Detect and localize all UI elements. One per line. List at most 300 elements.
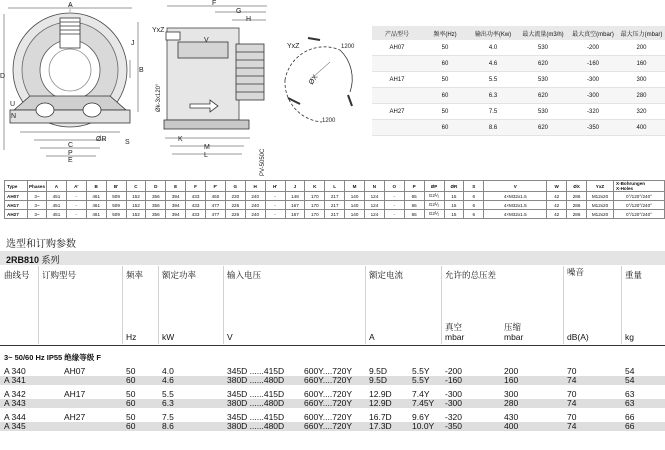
sel-cell-pres: 280 [504, 398, 519, 408]
column-divider [621, 266, 622, 344]
perf-flow: 530 [518, 72, 568, 88]
performance-table [372, 26, 665, 136]
table-row [372, 104, 665, 120]
label-r: ØR [96, 136, 107, 143]
side-view-drawing [164, 6, 267, 154]
label-n: N [11, 113, 17, 120]
dims-cell: M12x20 [587, 210, 614, 219]
header-freq: 频率 [126, 270, 144, 280]
dims-cell: 0°/120°/240° [614, 192, 665, 201]
sel-cell-noise: 74 [567, 421, 577, 431]
unit-vac: mbar [445, 332, 465, 342]
dims-cell: 15 [444, 210, 464, 219]
label-g: G [236, 8, 242, 15]
table-row [372, 88, 665, 104]
dims-cell: 356 [146, 210, 166, 219]
column-divider [38, 266, 39, 344]
perf-vacuum: -160 [568, 56, 618, 72]
dims-cell: 509 [106, 210, 126, 219]
sel-cell-freq: 60 [126, 421, 136, 431]
sel-cell-a1: 12.9D [369, 398, 392, 408]
dims-cell: 152 [126, 192, 146, 201]
dims-cell: - [265, 210, 285, 219]
perf-header-model: 产品型号 [372, 26, 422, 40]
dims-cell: 42 [547, 210, 567, 219]
label-b: B [139, 67, 144, 74]
dims-cell: 152 [126, 210, 146, 219]
sel-cell-weight: 66 [625, 421, 635, 431]
perf-header-pressure: 最大压力(mbar) [618, 26, 665, 40]
sel-cell-v2: 600Y....720Y [304, 366, 353, 376]
label-flange-yxz: YxZ [287, 43, 300, 50]
dims-cell: AH07 [5, 192, 28, 201]
perf-vacuum: -350 [568, 120, 618, 136]
dims-cell: 217 [325, 192, 345, 201]
perf-pressure: 320 [618, 104, 665, 120]
dims-header-cell: A [47, 181, 67, 192]
sel-cell-weight: 66 [625, 412, 635, 422]
sel-cell-curve: A 343 [4, 398, 26, 408]
label-v: V [204, 37, 209, 44]
sel-cell-v1: 345D ......415D [227, 389, 285, 399]
table-row [0, 376, 665, 385]
perf-vacuum: -200 [568, 40, 618, 56]
dims-cell: 433 [186, 210, 206, 219]
sel-cell-a2: 5.5Y [412, 366, 430, 376]
unit-current: A [369, 332, 375, 342]
dims-cell: AH17 [5, 201, 28, 210]
unit-noise: dB(A) [567, 332, 589, 342]
dimensions-table [4, 180, 665, 219]
series-suffix: 系列 [39, 255, 60, 265]
dims-cell: 167 [285, 201, 305, 210]
dims-cell: 6 [464, 201, 484, 210]
perf-freq: 50 [422, 72, 468, 88]
label-l: L [204, 152, 208, 159]
dims-cell: 240 [245, 201, 265, 210]
dims-cell: 148 [285, 192, 305, 201]
perf-header-vacuum: 最大真空(mbar) [568, 26, 618, 40]
perf-flow: 620 [518, 88, 568, 104]
dims-cell: 461 [86, 192, 106, 201]
sel-cell-a2: 7.4Y [412, 389, 430, 399]
label-f: F [212, 0, 217, 7]
perf-pressure: 160 [618, 56, 665, 72]
sel-cell-pres: 430 [504, 412, 519, 422]
dims-cell: 509 [106, 192, 126, 201]
dims-cell: 3~ [28, 210, 47, 219]
dims-header-cell: O [384, 181, 404, 192]
dims-cell: 6 [464, 210, 484, 219]
dims-cell: G2⅟₂ [424, 201, 444, 210]
sel-cell-curve: A 344 [4, 412, 26, 422]
sel-cell-vac: -320 [445, 412, 463, 422]
table-row [372, 120, 665, 136]
front-view-drawing [4, 4, 138, 156]
label-p: P [68, 150, 73, 157]
dims-cell: 170 [305, 210, 325, 219]
header-voltage: 输入电压 [227, 270, 262, 280]
dims-cell: 167 [285, 210, 305, 219]
dims-cell: 4×M32x1.5 [484, 201, 547, 210]
dims-cell: M12x20 [587, 201, 614, 210]
perf-model [372, 120, 422, 136]
unit-weight: kg [625, 332, 634, 342]
sel-cell-weight: 54 [625, 366, 635, 376]
dims-header-cell: S [464, 181, 484, 192]
header-power: 额定功率 [162, 270, 197, 280]
sel-cell-power: 4.0 [162, 366, 174, 376]
sel-cell-freq: 60 [126, 375, 136, 385]
dims-cell: 140 [345, 210, 365, 219]
sel-cell-vac: -300 [445, 389, 463, 399]
dims-cell: 124 [365, 192, 385, 201]
perf-header-flow: 最大流量(m3/h) [518, 26, 568, 40]
dims-header-cell: A' [66, 181, 86, 192]
dims-header-cell: D [146, 181, 166, 192]
dims-cell: 152 [126, 201, 146, 210]
dims-cell: 3~ [28, 201, 47, 210]
dims-header-type: Type [5, 181, 28, 192]
dims-header-holes [614, 181, 665, 192]
dims-cell: - [66, 210, 86, 219]
sel-cell-v1: 380D ......480D [227, 398, 285, 408]
sel-cell-power: 6.3 [162, 398, 174, 408]
dims-cell: 451 [47, 210, 67, 219]
header-rule [0, 345, 665, 346]
dims-header-cell: B' [106, 181, 126, 192]
class-label: 3~ 50/60 Hz IP55 绝缘等级 F [4, 353, 101, 362]
label-1200-top: 1200 [341, 44, 355, 50]
perf-header-freq: 频率(Hz) [422, 26, 468, 40]
dims-cell: 217 [325, 201, 345, 210]
flange-detail-drawing [285, 38, 352, 122]
sel-cell-power: 7.5 [162, 412, 174, 422]
dims-header-cell: F [186, 181, 206, 192]
dims-cell: 15 [444, 192, 464, 201]
sel-cell-a1: 9.5D [369, 366, 387, 376]
dims-cell: 15 [444, 201, 464, 210]
column-divider [441, 266, 442, 344]
dims-header-cell: ØP [424, 181, 444, 192]
sel-cell-vac: -350 [445, 421, 463, 431]
dims-cell: 230 [225, 192, 245, 201]
sel-cell-a1: 16.7D [369, 412, 392, 422]
dims-header-cell: K [305, 181, 325, 192]
perf-model [372, 88, 422, 104]
dims-cell: AH27 [5, 210, 28, 219]
dims-cell: 286 [567, 210, 587, 219]
perf-model: AH17 [372, 72, 422, 88]
technical-drawings [0, 0, 370, 178]
dims-cell: 433 [186, 201, 206, 210]
dims-cell: 240 [245, 210, 265, 219]
dims-header-cell: P [404, 181, 424, 192]
sel-cell-v1: 380D ......480D [227, 421, 285, 431]
sel-cell-pres: 300 [504, 389, 519, 399]
perf-pressure: 200 [618, 40, 665, 56]
sel-cell-pres: 200 [504, 366, 519, 376]
dims-cell: 394 [166, 201, 186, 210]
dims-header-row [5, 181, 665, 192]
series-bar [0, 251, 665, 265]
dims-cell: 226 [225, 210, 245, 219]
sel-cell-pres: 400 [504, 421, 519, 431]
sel-cell-power: 8.6 [162, 421, 174, 431]
dims-cell: - [384, 210, 404, 219]
label-c: C [68, 142, 74, 149]
dims-cell: 140 [345, 201, 365, 210]
dims-cell: 477 [206, 201, 226, 210]
column-divider [365, 266, 366, 344]
sel-cell-pres: 160 [504, 375, 519, 385]
dims-cell: 286 [567, 192, 587, 201]
header-curve: 曲线号 [4, 270, 30, 280]
table-row [5, 192, 665, 201]
sel-cell-weight: 54 [625, 375, 635, 385]
sel-cell-v2: 660Y....720Y [304, 421, 353, 431]
header-diff: 允许的总压差 [445, 270, 497, 280]
sel-cell-freq: 50 [126, 412, 136, 422]
dims-cell: M12x20 [587, 192, 614, 201]
dims-cell: 451 [47, 192, 67, 201]
sel-cell-v2: 600Y....720Y [304, 412, 353, 422]
dims-cell: 4×M32x1.5 [484, 210, 547, 219]
dims-header-phases: Phases [28, 181, 47, 192]
perf-power: 4.6 [468, 56, 518, 72]
dims-header-cell: E [166, 181, 186, 192]
dims-cell: G2⅟₂ [424, 192, 444, 201]
label-k: K [178, 136, 183, 143]
dims-header-cell: L [325, 181, 345, 192]
sel-cell-a2: 10.0Y [412, 421, 435, 431]
sel-cell-weight: 63 [625, 389, 635, 399]
dims-cell: 217 [325, 210, 345, 219]
series-code: 2RB810 [6, 255, 40, 265]
perf-flow: 530 [518, 40, 568, 56]
dims-cell: 0°/120°/240° [614, 210, 665, 219]
unit-voltage: V [227, 332, 233, 342]
sel-cell-v2: 660Y....720Y [304, 398, 353, 408]
dims-cell: 433 [186, 192, 206, 201]
sel-cell-a1: 9.5D [369, 375, 387, 385]
dims-cell: 356 [146, 201, 166, 210]
sel-cell-a2: 9.6Y [412, 412, 430, 422]
table-row [5, 201, 665, 210]
sel-cell-a1: 17.3D [369, 421, 392, 431]
sel-cell-order: AH17 [64, 389, 86, 399]
selection-title: 选型和订购参数 [6, 239, 76, 250]
dims-header-cell: J [285, 181, 305, 192]
header-noise: 噪音 [567, 267, 585, 277]
perf-flow: 530 [518, 104, 568, 120]
x-holes-label: X-Holes [616, 186, 634, 191]
dims-header-cell: ØR [444, 181, 464, 192]
perf-flow: 620 [518, 56, 568, 72]
sel-cell-weight: 63 [625, 398, 635, 408]
sel-cell-curve: A 345 [4, 421, 26, 431]
sel-cell-v1: 345D ......415D [227, 366, 285, 376]
dims-header-cell: N [365, 181, 385, 192]
table-row [0, 399, 665, 408]
sel-cell-a2: 7.45Y [412, 398, 435, 408]
dims-header-cell: ØX [567, 181, 587, 192]
sel-cell-power: 4.6 [162, 375, 174, 385]
dims-cell: 124 [365, 210, 385, 219]
column-divider [223, 266, 224, 344]
sel-cell-vac: -300 [445, 398, 463, 408]
label-h: H [246, 16, 252, 23]
dims-cell: - [66, 201, 86, 210]
label-e: E [68, 157, 73, 164]
perf-header-power: 输出功率(Kw) [468, 26, 518, 40]
perf-freq: 60 [422, 56, 468, 72]
dims-cell: 0°/120°/240° [614, 201, 665, 210]
label-1200-bottom: 1200 [322, 118, 336, 124]
dims-cell: 3~ [28, 192, 47, 201]
sel-cell-freq: 50 [126, 389, 136, 399]
dims-cell: 226 [225, 201, 245, 210]
column-divider [158, 266, 159, 344]
dims-cell: 240 [245, 192, 265, 201]
sel-cell-v1: 380D ......480D [227, 375, 285, 385]
dims-cell: - [265, 201, 285, 210]
dims-header-cell: B [86, 181, 106, 192]
sel-cell-order: AH27 [64, 412, 86, 422]
label-pv: PV-5050C [260, 148, 266, 176]
label-ox: ØX [307, 73, 320, 87]
dims-header-cell: M [345, 181, 365, 192]
sel-cell-a1: 12.9D [369, 389, 392, 399]
sel-cell-noise: 70 [567, 389, 577, 399]
dims-cell: 65 [404, 201, 424, 210]
perf-pressure: 300 [618, 72, 665, 88]
dims-cell: 451 [47, 201, 67, 210]
dims-cell: - [265, 192, 285, 201]
dims-header-cell: F' [206, 181, 226, 192]
sel-cell-order: AH07 [64, 366, 86, 376]
table-row [372, 72, 665, 88]
series-label [6, 253, 60, 266]
sel-cell-freq: 50 [126, 366, 136, 376]
dims-header-cell: YxZ [587, 181, 614, 192]
perf-pressure: 400 [618, 120, 665, 136]
perf-pressure: 280 [618, 88, 665, 104]
dims-header-cell: W [547, 181, 567, 192]
dims-cell: 6 [464, 192, 484, 201]
header-vac-label: 真空 [445, 322, 463, 332]
sel-cell-noise: 70 [567, 412, 577, 422]
label-u: U [10, 101, 16, 108]
perf-model: AH27 [372, 104, 422, 120]
header-weight: 重量 [625, 270, 643, 280]
perf-power: 8.6 [468, 120, 518, 136]
dims-cell: 356 [146, 192, 166, 201]
dims-cell: 65 [404, 192, 424, 201]
perf-power: 5.5 [468, 72, 518, 88]
sel-cell-noise: 70 [567, 366, 577, 376]
dims-cell: 461 [86, 201, 106, 210]
sel-cell-v2: 600Y....720Y [304, 389, 353, 399]
sel-cell-v1: 345D ......415D [227, 412, 285, 422]
dims-cell: - [384, 201, 404, 210]
header-current: 额定电流 [369, 270, 404, 280]
perf-freq: 50 [422, 104, 468, 120]
perf-model [372, 56, 422, 72]
header-pres-label: 压缩 [504, 322, 522, 332]
dims-cell: - [66, 192, 86, 201]
perf-vacuum: -300 [568, 88, 618, 104]
table-row [372, 40, 665, 56]
label-a: A [68, 2, 73, 9]
sel-cell-curve: A 340 [4, 366, 26, 376]
perf-power: 4.0 [468, 40, 518, 56]
perf-flow: 620 [518, 120, 568, 136]
dims-cell: 4×M32x1.5 [484, 192, 547, 201]
sel-cell-v2: 660Y....720Y [304, 375, 353, 385]
sel-cell-vac: -160 [445, 375, 463, 385]
sel-cell-power: 5.5 [162, 389, 174, 399]
table-row [372, 56, 665, 72]
dims-cell: 124 [365, 201, 385, 210]
dims-cell: G2⅟₂ [424, 210, 444, 219]
label-s: S [125, 139, 130, 146]
dims-cell: 42 [547, 201, 567, 210]
dims-cell: 42 [547, 192, 567, 201]
label-d: D [0, 73, 6, 80]
perf-power: 6.3 [468, 88, 518, 104]
label-ok: Øk-3x120° [156, 83, 162, 112]
dims-cell: 65 [404, 210, 424, 219]
perf-model: AH07 [372, 40, 422, 56]
dims-header-cell: V [484, 181, 547, 192]
dims-cell: 286 [567, 201, 587, 210]
dims-cell: 450 [206, 192, 226, 201]
dims-cell: 394 [166, 192, 186, 201]
dims-cell: 509 [106, 201, 126, 210]
column-divider [563, 266, 564, 344]
dims-header-cell: H [245, 181, 265, 192]
table-row [5, 210, 665, 219]
perf-vacuum: -320 [568, 104, 618, 120]
sel-cell-curve: A 341 [4, 375, 26, 385]
table-row [0, 422, 665, 431]
header-order: 订购型号 [42, 270, 77, 280]
sel-cell-noise: 74 [567, 375, 577, 385]
perf-freq: 60 [422, 120, 468, 136]
dims-cell: 170 [305, 201, 325, 210]
sel-cell-curve: A 342 [4, 389, 26, 399]
label-m: M [204, 144, 210, 151]
unit-power: kW [162, 332, 175, 342]
sel-cell-a2: 5.5Y [412, 375, 430, 385]
dims-cell: 140 [345, 192, 365, 201]
unit-pres: mbar [504, 332, 524, 342]
x-bohrungen-label: X-Bohrungen [616, 181, 646, 186]
perf-freq: 60 [422, 88, 468, 104]
dims-cell: 394 [166, 210, 186, 219]
dims-cell: 461 [86, 210, 106, 219]
dims-cell: 477 [206, 210, 226, 219]
unit-freq: Hz [126, 332, 137, 342]
label-j: J [131, 40, 135, 47]
label-yxz: YxZ [152, 27, 165, 34]
dims-header-cell: G [225, 181, 245, 192]
perf-freq: 50 [422, 40, 468, 56]
column-divider [122, 266, 123, 344]
perf-header-row [372, 26, 665, 40]
dims-header-cell: C [126, 181, 146, 192]
